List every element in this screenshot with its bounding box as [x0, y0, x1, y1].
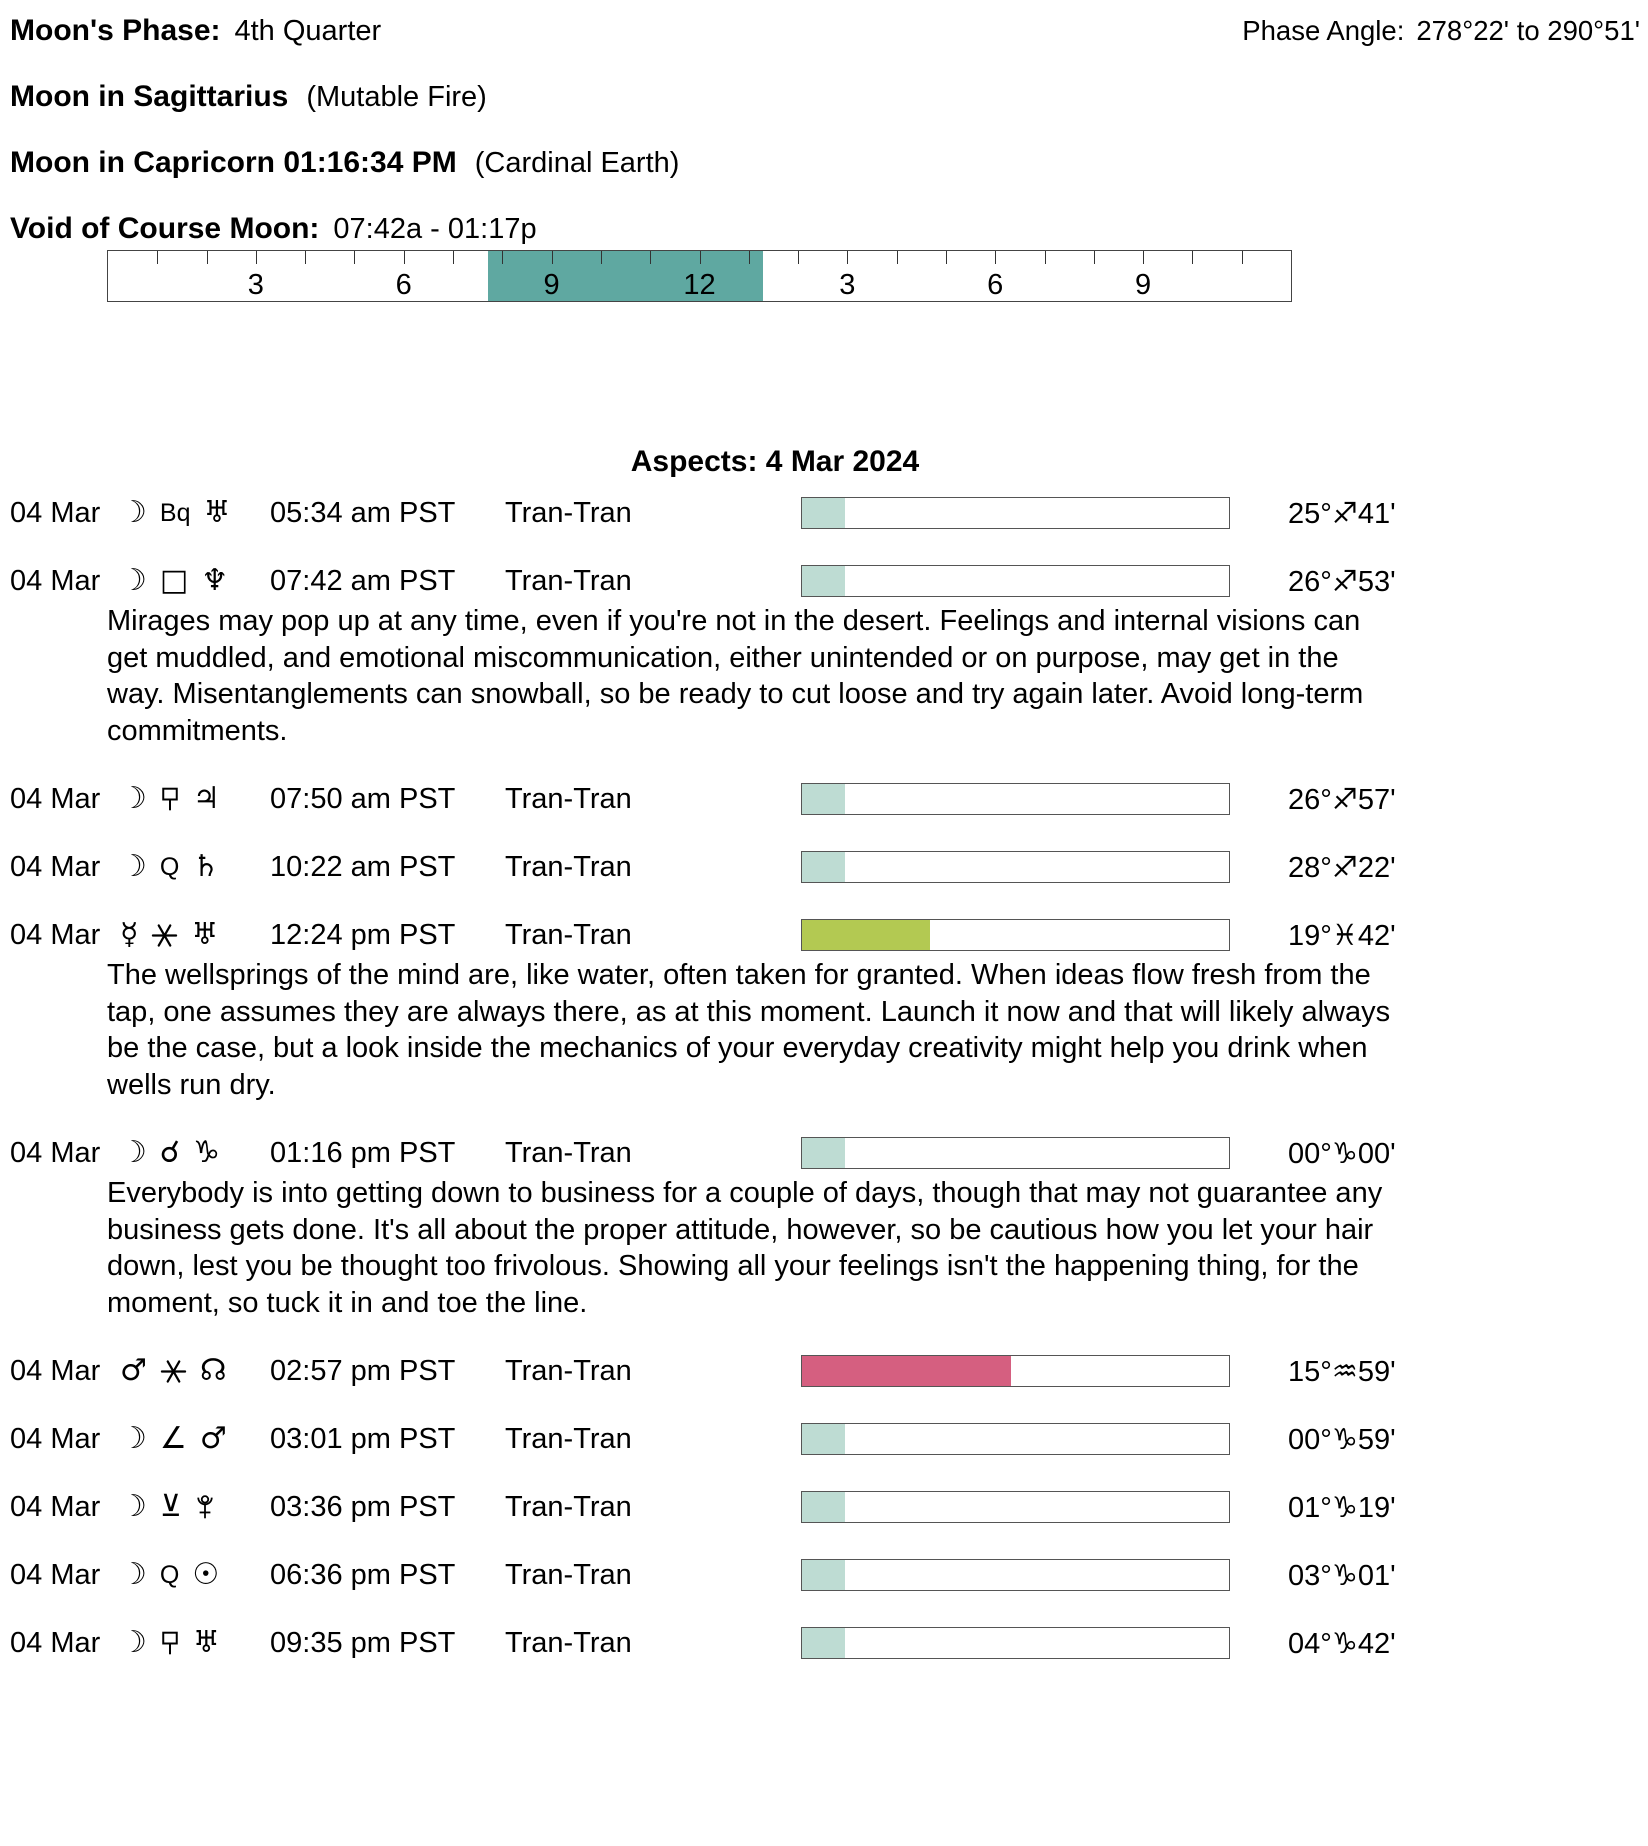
aspect-position: 03°♑01' [1288, 1559, 1396, 1592]
aspect-glyphs [120, 917, 270, 953]
aspect-date: 04 Mar [10, 850, 101, 883]
aspect-type: Tran-Tran [505, 850, 632, 883]
sesquiquadrate-icon [160, 786, 180, 813]
moon-icon: ☽ [120, 563, 147, 598]
hour-tick [700, 251, 701, 264]
orb-progress-bar [801, 1627, 1230, 1659]
moon-icon: ☽ [120, 1489, 147, 1525]
hour-tick [1242, 251, 1243, 264]
aspect-glyphs [120, 495, 270, 530]
moon-phase-value: 4th Quarter [234, 15, 382, 47]
hour-tick [946, 251, 947, 264]
saturn-icon: ♄ [192, 849, 220, 885]
hour-tick [552, 251, 553, 264]
hour-tick [995, 251, 996, 264]
aspect-row [10, 493, 1640, 533]
hour-tick [502, 251, 503, 264]
moon-icon: ☽ [120, 1135, 147, 1171]
hour-tick [453, 251, 454, 264]
aspect-date: 04 Mar [10, 782, 101, 815]
aspect-time: 05:34 am PST [270, 496, 456, 529]
aspect-time: 09:35 pm PST [270, 1626, 456, 1659]
aspect-glyphs [120, 849, 270, 885]
aspect-position: 00°♑59' [1288, 1423, 1396, 1456]
aspect-time: 07:42 am PST [270, 564, 456, 597]
phase-angle [1242, 15, 1640, 47]
aspect-row [10, 915, 1640, 955]
orb-progress-fill [802, 920, 930, 950]
aspect-row [10, 1623, 1640, 1663]
hour-tick [798, 251, 799, 264]
phase-angle-value: 278°22' to 290°51' [1416, 15, 1640, 46]
aspects-title: Aspects: 4 Mar 2024 [630, 445, 920, 478]
aspect-time: 03:36 pm PST [270, 1490, 456, 1523]
moon-phase-line [10, 14, 1640, 48]
aspect-type: Tran-Tran [505, 1354, 632, 1387]
hour-tick [256, 251, 257, 264]
orb-progress-fill [802, 498, 845, 528]
aspect-date: 04 Mar [10, 1422, 101, 1455]
orb-progress-fill [802, 1560, 845, 1590]
orb-progress-fill [802, 1424, 845, 1454]
aspect-entry [10, 1351, 1640, 1391]
orb-progress-bar [801, 497, 1230, 529]
mars-icon: ♂ [120, 1353, 147, 1389]
orb-progress-fill [802, 1628, 845, 1658]
aspect-glyphs [120, 1353, 270, 1389]
aspect-row [10, 1419, 1640, 1459]
hour-label: 3 [247, 269, 264, 301]
aspect-position: 19°♓42' [1288, 919, 1396, 952]
void-of-course-line [10, 212, 1640, 246]
moon-sign-line-2 [10, 146, 1640, 180]
aspect-type: Tran-Tran [505, 496, 632, 529]
moon-sign-line-1 [10, 80, 1640, 114]
aspect-entry [10, 1133, 1640, 1321]
aspect-type: Tran-Tran [505, 1626, 632, 1659]
aspect-time: 01:16 pm PST [270, 1136, 456, 1169]
aspect-date: 04 Mar [10, 496, 101, 529]
aspect-interpretation: Everybody is into getting down to business for a couple of days, though that may not guarantee any business gets done. It's all about the proper attitude, however, so be cautious how you let your hair down, lest you be thought too frivolous. Showing all your feelings isn't the happening thing, for the moment, so tuck it in and toe the line. [107, 1177, 1383, 1319]
aspect-position: 26°♐57' [1288, 783, 1396, 816]
aspect-entry [10, 915, 1640, 1103]
orb-progress-bar [801, 919, 1230, 951]
aspect-entry [10, 1419, 1640, 1459]
aspect-date: 04 Mar [10, 1490, 101, 1523]
neptune-icon: ♆ [201, 563, 229, 598]
aspect-type: Tran-Tran [505, 782, 632, 815]
moon-icon: ☽ [120, 1625, 147, 1661]
moon-sign-2-label: Moon in Capricorn 01:16:34 PM [10, 146, 457, 179]
orb-progress-fill [802, 566, 845, 596]
hour-tick [305, 251, 306, 264]
aspect-interpretation: Mirages may pop up at any time, even if you're not in the desert. Feelings and internal visions can get muddled, and emotional miscommunication, either unintended or on purpose, may get in the way. Misentanglements can snowball, so be ready to cut loose and try again later. Avoid long-term commitments. [107, 605, 1364, 747]
aspect-time: 07:50 am PST [270, 782, 456, 815]
aspect-entry [10, 779, 1640, 819]
aspect-list [10, 493, 1640, 1663]
aspect-position: 01°♑19' [1288, 1491, 1396, 1524]
voc-label: Void of Course Moon: [10, 212, 320, 245]
aspect-type: Tran-Tran [505, 1422, 632, 1455]
orb-progress-bar [801, 565, 1230, 597]
orb-progress-bar [801, 783, 1230, 815]
aspect-glyphs [120, 1489, 270, 1525]
aspect-glyphs [120, 563, 270, 598]
aspect-date: 04 Mar [10, 564, 101, 597]
sun-icon: ☉ [192, 1557, 220, 1593]
hour-tick [897, 251, 898, 264]
sextile-icon [160, 1358, 187, 1385]
uranus-icon: ♅ [203, 495, 231, 530]
aspect-time: 03:01 pm PST [270, 1422, 456, 1455]
hour-tick [749, 251, 750, 264]
aspect-position: 04°♑42' [1288, 1627, 1396, 1660]
aspect-row [10, 847, 1640, 887]
lunar-aspects-report [10, 14, 1640, 1663]
moon-sign-1-label: Moon in Sagittarius [10, 80, 289, 113]
hour-label: 6 [395, 269, 412, 301]
orb-progress-bar [801, 1559, 1230, 1591]
aspect-row [10, 1555, 1640, 1595]
moon-icon: ☽ [120, 1421, 147, 1457]
hour-tick [404, 251, 405, 264]
mars-icon: ♂ [199, 1421, 227, 1457]
phase-angle-label: Phase Angle: [1242, 15, 1405, 46]
aspect-entry [10, 493, 1640, 533]
aspect-row [10, 1133, 1640, 1173]
uranus-icon: ♅ [191, 917, 219, 953]
aspect-position: 26°♐53' [1288, 565, 1396, 598]
orb-progress-bar [801, 1423, 1230, 1455]
pluto-icon [195, 1494, 215, 1521]
aspect-type: Tran-Tran [505, 1136, 632, 1169]
conjunction-icon: ☌ [159, 1135, 181, 1171]
orb-progress-fill [802, 852, 845, 882]
semisquare-icon: ∠ [159, 1421, 187, 1457]
hour-label: 9 [1135, 269, 1152, 301]
aspect-date: 04 Mar [10, 1354, 101, 1387]
aspect-time: 06:36 pm PST [270, 1558, 456, 1591]
semisextile-icon: ⊻ [159, 1489, 182, 1525]
moon-icon: ☽ [120, 495, 147, 530]
hour-tick [847, 251, 848, 264]
aspect-type: Tran-Tran [505, 1558, 632, 1591]
aspect-glyphs [120, 1625, 270, 1661]
aspect-entry [10, 561, 1640, 749]
orb-progress-fill [802, 784, 845, 814]
quintile-icon: Q [159, 852, 180, 881]
north-node-icon: ☊ [199, 1353, 227, 1389]
aspect-entry [10, 1487, 1640, 1527]
aspect-date: 04 Mar [10, 1558, 101, 1591]
orb-progress-fill [802, 1356, 1011, 1386]
aspect-position: 15°♒59' [1288, 1355, 1396, 1388]
moon-icon: ☽ [120, 781, 147, 817]
mercury-icon: ☿ [120, 917, 139, 953]
hour-label: 3 [839, 269, 856, 301]
aspect-position: 25°♐41' [1288, 497, 1396, 530]
hour-label: 6 [987, 269, 1004, 301]
orb-progress-bar [801, 1491, 1230, 1523]
sesquiquadrate-icon [160, 1630, 180, 1657]
aspect-row [10, 1487, 1640, 1527]
voc-value: 07:42a - 01:17p [333, 213, 537, 245]
moon-phase-label: Moon's Phase: [10, 14, 221, 47]
aspect-row [10, 779, 1640, 819]
aspect-time: 12:24 pm PST [270, 918, 456, 951]
moon-icon: ☽ [120, 849, 147, 885]
square-icon: □ [159, 563, 189, 598]
aspect-time: 10:22 am PST [270, 850, 456, 883]
aspect-date: 04 Mar [10, 1136, 101, 1169]
hour-tick [1192, 251, 1193, 264]
hour-tick [157, 251, 158, 264]
aspect-position: 28°♐22' [1288, 851, 1396, 884]
aspect-time: 02:57 pm PST [270, 1354, 456, 1387]
capricorn-icon: ♑ [193, 1135, 220, 1171]
aspect-entry [10, 1555, 1640, 1595]
aspect-glyphs [120, 1421, 270, 1457]
aspect-row [10, 1351, 1640, 1391]
aspect-date: 04 Mar [10, 918, 101, 951]
orb-progress-bar [801, 1137, 1230, 1169]
moon-sign-1-quality: (Mutable Fire) [306, 81, 487, 113]
hour-tick [650, 251, 651, 264]
aspect-glyphs [120, 781, 270, 817]
aspect-type: Tran-Tran [505, 918, 632, 951]
moon-phase [10, 14, 381, 48]
aspect-entry [10, 1623, 1640, 1663]
hour-tick [354, 251, 355, 264]
sextile-icon [151, 922, 178, 949]
hour-tick [1143, 251, 1144, 264]
hour-tick [1045, 251, 1046, 264]
orb-progress-fill [802, 1138, 845, 1168]
moon-sign-2-quality: (Cardinal Earth) [474, 147, 680, 179]
void-of-course-timeline [107, 250, 1292, 302]
orb-progress-fill [802, 1492, 845, 1522]
jupiter-icon: ♃ [192, 781, 220, 817]
hour-label: 9 [543, 269, 560, 301]
aspect-date: 04 Mar [10, 1626, 101, 1659]
void-period-highlight [488, 251, 763, 301]
orb-progress-bar [801, 1355, 1230, 1387]
moon-icon: ☽ [120, 1557, 147, 1593]
aspect-glyphs [120, 1557, 270, 1593]
aspect-position: 00°♑00' [1288, 1137, 1396, 1170]
hour-tick [207, 251, 208, 264]
biquintile-icon: Bq [159, 498, 191, 527]
uranus-icon: ♅ [192, 1625, 220, 1661]
aspect-glyphs [120, 1135, 270, 1171]
aspect-entry [10, 847, 1640, 887]
aspect-row [10, 561, 1640, 601]
aspect-type: Tran-Tran [505, 1490, 632, 1523]
hour-label: 12 [683, 269, 716, 301]
hour-tick [1094, 251, 1095, 264]
orb-progress-bar [801, 851, 1230, 883]
aspect-type: Tran-Tran [505, 564, 632, 597]
quintile-icon: Q [159, 1560, 180, 1589]
aspect-interpretation: The wellsprings of the mind are, like water, often taken for granted. When ideas flow fresh from the tap, one assumes they are always there, as at this moment. Launch it now and that will likely always be the case, but a look inside the mechanics of your everyday creativity might help you drink when wells run dry. [107, 959, 1391, 1101]
hour-tick [601, 251, 602, 264]
